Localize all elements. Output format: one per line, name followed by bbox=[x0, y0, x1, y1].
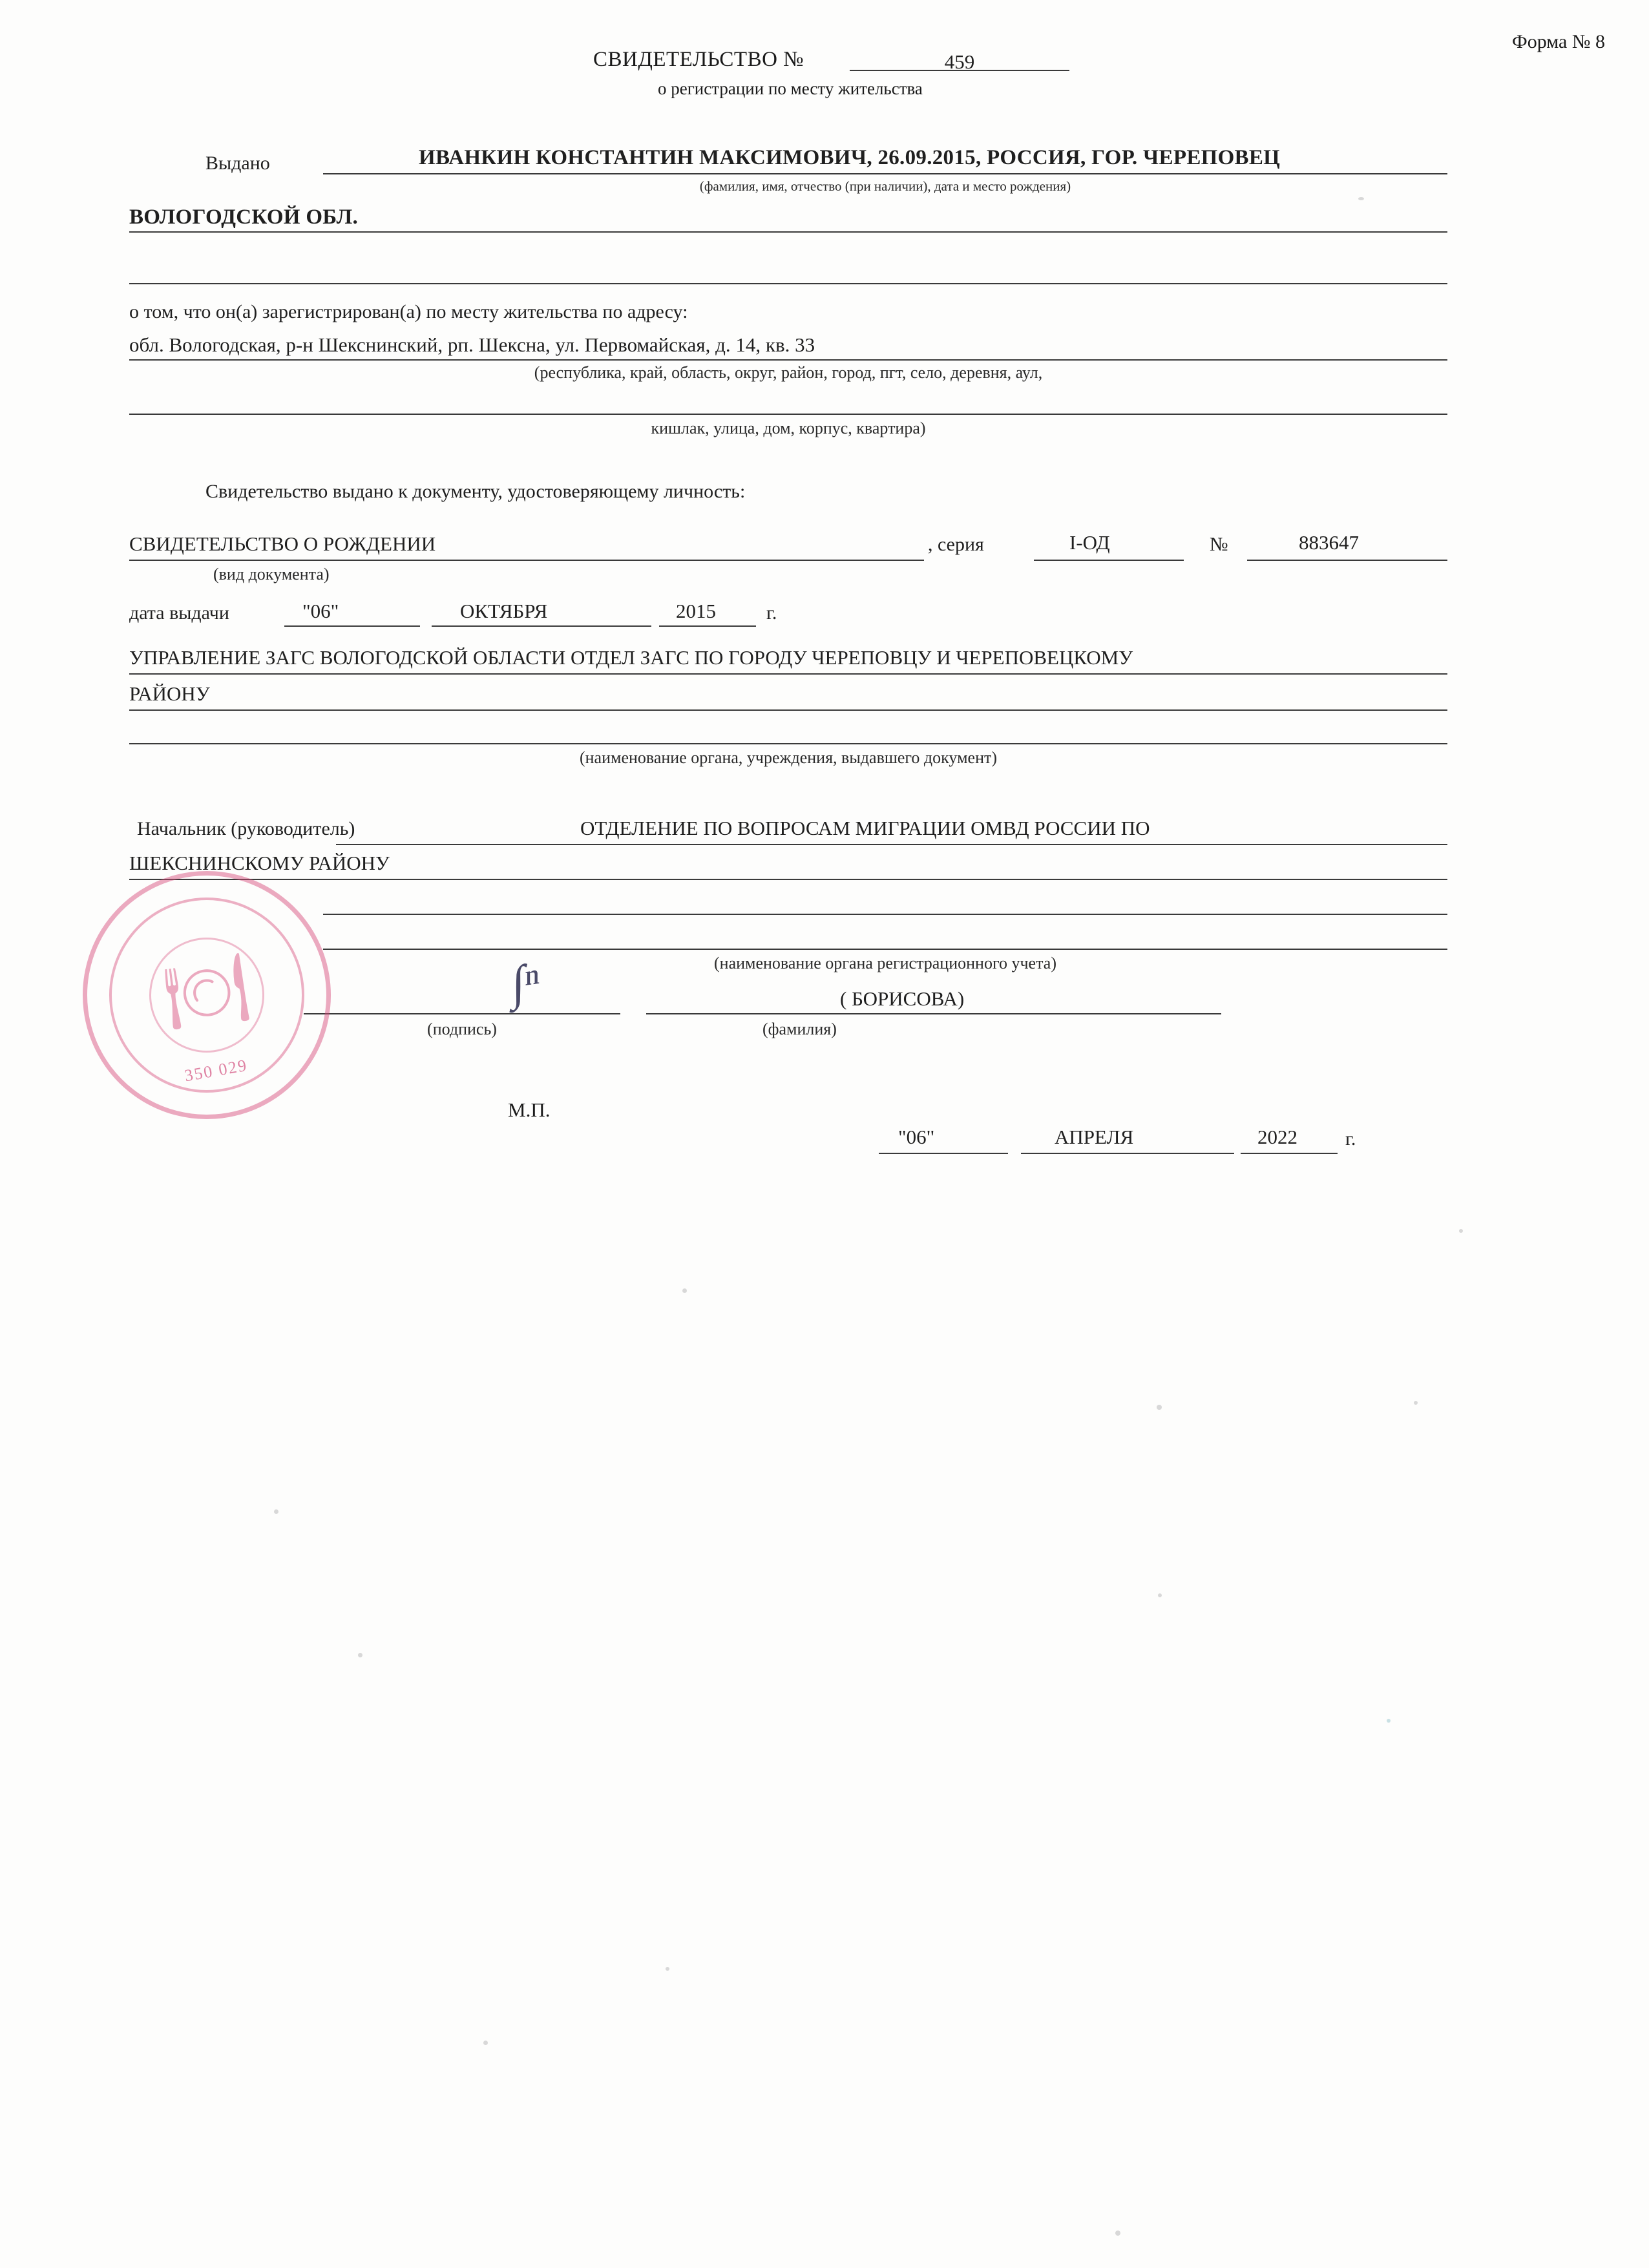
registration-body-line1: ОТДЕЛЕНИЕ ПО ВОПРОСАМ МИГРАЦИИ ОМВД РОССИИ ПО bbox=[580, 817, 1150, 839]
surname-value: ( БОРИСОВА) bbox=[840, 987, 965, 1010]
identity-doc-caption: (вид документа) bbox=[213, 565, 330, 583]
number-label: № bbox=[1210, 534, 1228, 555]
registration-body-line2: ШЕКСНИНСКОМУ РАЙОНУ bbox=[129, 852, 390, 874]
person-region: ВОЛОГОДСКОЙ ОБЛ. bbox=[129, 205, 359, 229]
issuing-authority-rule-2 bbox=[129, 709, 1447, 711]
issue-year: 2015 bbox=[676, 600, 716, 622]
scan-speck bbox=[1157, 1405, 1162, 1410]
series-label: , серия bbox=[928, 534, 984, 555]
signature-scribble-icon: ∫ⁿ bbox=[512, 953, 540, 1011]
issued-to-label: Выдано bbox=[205, 152, 270, 174]
form-number: Форма № 8 bbox=[1512, 31, 1605, 52]
issue-date-label: дата выдачи bbox=[129, 602, 229, 624]
issuing-authority-line1: УПРАВЛЕНИЕ ЗАГС ВОЛОГОДСКОЙ ОБЛАСТИ ОТДЕЛ ЗАГС ПО ГОРОДУ ЧЕРЕПОВЦУ И ЧЕРЕПОВЕЦКОМУ bbox=[129, 646, 1133, 669]
identity-doc-label: Свидетельство выдано к документу, удостоверяющему личность: bbox=[205, 481, 746, 502]
final-month-rule bbox=[1021, 1153, 1234, 1154]
registration-body-rule-1 bbox=[336, 844, 1447, 845]
identity-doc-rule bbox=[129, 560, 924, 561]
registration-body-rule-2 bbox=[129, 879, 1447, 880]
surname-caption: (фамилия) bbox=[762, 1020, 837, 1038]
person-name-caption: (фамилия, имя, отчество (при наличии), дата и место рождения) bbox=[699, 178, 1071, 194]
address-caption-1: (республика, край, область, округ, район, город, пгт, село, деревня, аул, bbox=[534, 363, 1043, 382]
issue-year-rule bbox=[659, 625, 756, 627]
issuing-authority-rule-1 bbox=[129, 673, 1447, 675]
final-year-rule bbox=[1241, 1153, 1338, 1154]
certificate-number-rule bbox=[850, 70, 1069, 71]
issuing-authority-line2: РАЙОНУ bbox=[129, 682, 210, 705]
page-title: СВИДЕТЕЛЬСТВО № bbox=[593, 48, 804, 71]
surname-rule bbox=[646, 1013, 1221, 1014]
issue-year-suffix: г. bbox=[766, 602, 777, 624]
scan-speck bbox=[1414, 1401, 1418, 1405]
person-name-rule bbox=[323, 173, 1447, 174]
final-year-suffix: г. bbox=[1345, 1128, 1356, 1150]
issuing-authority-caption: (наименование органа, учреждения, выдавшего документ) bbox=[579, 748, 997, 767]
mp-label: М.П. bbox=[508, 1098, 551, 1121]
scan-speck bbox=[682, 1288, 687, 1293]
scan-speck bbox=[666, 1967, 669, 1971]
final-day-rule bbox=[879, 1153, 1008, 1154]
series-rule bbox=[1034, 560, 1184, 561]
official-round-stamp bbox=[68, 857, 345, 1133]
scan-speck bbox=[1115, 2231, 1120, 2236]
chief-label: Начальник (руководитель) bbox=[137, 818, 355, 839]
final-month: АПРЕЛЯ bbox=[1055, 1126, 1134, 1148]
registration-body-caption: (наименование органа регистрационного учета) bbox=[714, 954, 1056, 972]
address-rule bbox=[129, 359, 1447, 361]
signature-rule bbox=[304, 1013, 620, 1014]
series-value: I-ОД bbox=[1069, 531, 1110, 554]
blank-rule-1 bbox=[129, 283, 1447, 284]
registration-body-rule-3 bbox=[323, 914, 1447, 915]
number-value: 883647 bbox=[1299, 531, 1359, 554]
issue-month: ОКТЯБРЯ bbox=[460, 600, 548, 622]
registration-body-rule-4 bbox=[323, 949, 1447, 950]
final-year: 2022 bbox=[1257, 1126, 1297, 1148]
address-caption-2: кишлак, улица, дом, корпус, квартира) bbox=[651, 419, 926, 437]
scan-speck bbox=[1158, 1593, 1162, 1597]
scan-speck bbox=[1358, 197, 1364, 200]
scan-speck bbox=[1459, 1229, 1463, 1233]
issuing-authority-rule-3 bbox=[129, 743, 1447, 744]
address-rule-2 bbox=[129, 414, 1447, 415]
scan-speck bbox=[358, 1653, 362, 1657]
address-value: обл. Вологодская, р-н Шекснинский, рп. Шексна, ул. Первомайская, д. 14, кв. 33 bbox=[129, 333, 815, 356]
scan-speck bbox=[1387, 1719, 1391, 1723]
signature-caption: (подпись) bbox=[427, 1020, 497, 1038]
issue-day-rule bbox=[284, 625, 420, 627]
identity-doc-name: СВИДЕТЕЛЬСТВО О РОЖДЕНИИ bbox=[129, 532, 436, 555]
issue-day: "06" bbox=[302, 600, 339, 622]
final-day: "06" bbox=[898, 1126, 935, 1148]
person-name: ИВАНКИН КОНСТАНТИН МАКСИМОВИЧ, 26.09.2015, РОССИЯ, ГОР. ЧЕРЕПОВЕЦ bbox=[419, 146, 1281, 169]
number-rule bbox=[1247, 560, 1447, 561]
registered-label: о том, что он(а) зарегистрирован(а) по месту жительства по адресу: bbox=[129, 301, 688, 322]
stamp-eagle-icon: 🍽 bbox=[159, 950, 253, 1034]
issue-month-rule bbox=[432, 625, 651, 627]
scan-speck bbox=[483, 2041, 488, 2045]
stamp-number: 350 029 bbox=[183, 1055, 249, 1086]
page-subtitle: о регистрации по месту жительства bbox=[658, 79, 923, 98]
scan-speck bbox=[274, 1509, 278, 1514]
person-region-rule bbox=[129, 231, 1447, 233]
certificate-number: 459 bbox=[944, 50, 975, 73]
